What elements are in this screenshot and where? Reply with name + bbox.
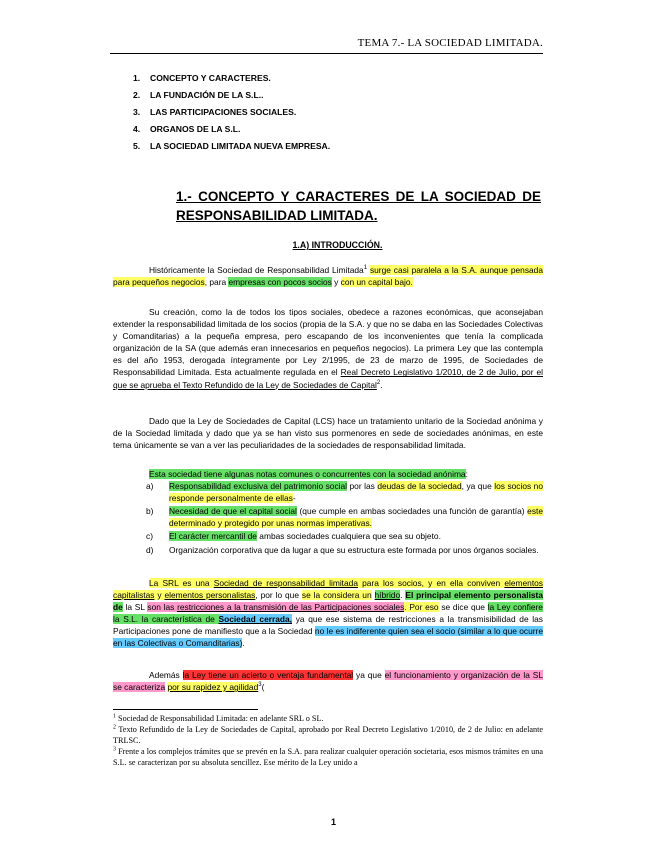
paragraph-4: [113, 468, 543, 557]
highlight-green: El principal elemento personalista de: [113, 590, 543, 613]
toc-item: [133, 70, 330, 87]
footnote-ref: 2: [376, 379, 381, 386]
text-run: se dice que: [438, 602, 488, 613]
list-bullet: a): [146, 481, 154, 492]
list-item: [113, 505, 543, 529]
list-item: [113, 544, 543, 556]
highlight-green: híbrido: [374, 590, 401, 601]
footnote-text: Texto Refundido de la Ley de Sociedades de Capital, aprobado por Real Decreto Legislativo 1/2010, de 2 de Julio: en adelante TRLSC.: [113, 725, 543, 745]
highlight-green: Responsabilidad exclusiva del patrimonio social: [169, 481, 348, 492]
highlight-yellow: deudas de la sociedad: [377, 481, 462, 492]
highlight-green: Necesidad de que el capital social: [169, 506, 297, 517]
text-run: y: [154, 590, 165, 601]
toc-item: [133, 121, 330, 138]
footnotes: [113, 713, 543, 768]
toc-label: LA FUNDACIÓN DE LA S.L..: [150, 90, 264, 100]
subsection-title: 1.A) INTRODUCCIÓN.: [292, 240, 383, 250]
highlight-yellow: . Por eso: [404, 602, 439, 613]
toc-item: [133, 138, 330, 155]
underlined-text: elementos capitalistas: [113, 578, 543, 601]
highlight-blue: Sociedad cerrada,: [218, 614, 293, 625]
text-run: .: [242, 638, 245, 649]
list-text: [169, 505, 543, 529]
text-run: (que cumple en ambas sociedades una función de garantía): [296, 506, 528, 517]
text-run: .: [400, 590, 406, 601]
footnote-number: 3: [113, 746, 116, 753]
list-bullet: d): [146, 544, 154, 555]
footnote-number: 2: [113, 724, 116, 731]
text-run: y: [334, 277, 339, 288]
list-text: [169, 480, 543, 504]
text-run: para los socios, y en ella conviven: [357, 578, 505, 588]
highlight-pink: restricciones a la transmisión de las Participaciones sociales: [177, 602, 405, 613]
paragraph-1: [113, 264, 543, 288]
paragraph-3: Dado que la Ley de Sociedades de Capital (LCS) hace un tratamiento unitario de la Sociedad anónima y de la Sociedad limitada y dado que ya se han visto sus pormenores en sede de sociedades anónimas, en este tema únicamente se van a ver las peculiaridades de la sociedades de responsabilidad limitada.: [113, 416, 543, 451]
text-run: Su creación, como la de todos los tipos sociales, obedece a razones económicas, que aconsejaban extender la responsabilidad limitada de los socios (propia de la S.A. y que no se daba en las Sociedades Colectivas y Comanditarias) a la pequeña empresa, pero escapando de los inconvenientes que tenía la complicada organización de la SA (que además eran innecesarios en pequeños negocios). La primera Ley que las contempla es del año 1953, derogada íntegramente por Ley 2/1995, de 23 de marzo de 1995, de Sociedades de Responsabilidad Limitada. Esta actualmente regulada en el: [113, 307, 543, 378]
text-run: por las: [347, 481, 378, 492]
text-run: :: [465, 469, 468, 479]
footnote-text: Sociedad de Responsabilidad Limitada: en adelante SRL o SL.: [116, 714, 324, 723]
text-run: la SL: [122, 602, 148, 613]
footnote-ref: 1: [363, 265, 368, 272]
footnote-text: Frente a los complejos trámites que se prevén en la S.A. para realizar cualquier operación societaria, esos mismos trámites en una S.L. se caracterizan por su absoluta sencillez. Ese mérito de la Ley unido a: [113, 747, 543, 767]
header-rule: [110, 53, 543, 54]
paragraph-5: [113, 577, 543, 650]
highlight-yellow: con un capital bajo.: [340, 277, 413, 288]
paragraph-2: [113, 306, 543, 391]
list-bullet: b): [146, 506, 154, 517]
highlight-green: El carácter mercantil de: [169, 531, 257, 542]
underlined-text: elementos personalistas: [164, 590, 256, 601]
text-run: ambas sociedades cualquiera que sea su objeto.: [256, 531, 441, 542]
toc-item: [133, 104, 330, 121]
highlight-pink: el funcionamiento y organización de la SL se caracteriza: [113, 670, 543, 693]
text-run: La SRL es una: [149, 578, 214, 588]
paragraph-6: [113, 669, 543, 693]
list-text: [169, 530, 543, 542]
highlight-yellow: surge casi paralela a la S.A. aunque pensada para pequeños negocios: [113, 265, 543, 288]
highlight-yellow: por su rapidez y agilidad: [167, 682, 259, 693]
page-number: 1: [330, 817, 336, 827]
table-of-contents: [133, 70, 330, 155]
footnote: [113, 746, 543, 768]
toc-number: 4.: [133, 124, 141, 134]
highlight-red: la Ley tiene un acierto o ventaja fundamental: [182, 670, 354, 680]
list-bullet: c): [146, 531, 153, 542]
list-text: Organización corporativa que da lugar a que su estructura este formada por unos órganos sociales.: [169, 544, 539, 555]
toc-item: [133, 87, 330, 104]
highlight-pink: son las: [147, 602, 178, 613]
list-item: [113, 530, 543, 542]
text-run: Además: [149, 670, 183, 680]
toc-label: CONCEPTO Y CARACTERES.: [150, 73, 271, 83]
underlined-text: Real Decreto Legislativo 1/2010, de 2 de Julio, por el que se aprueba el Texto Refundido de la Ley de Sociedades de Capital: [113, 367, 543, 390]
footnote-rule: [113, 709, 258, 710]
section-title: 1.- CONCEPTO Y CARACTERES DE LA SOCIEDAD DE RESPONSABILIDAD LIMITADA.: [176, 189, 541, 223]
text-run: -: [292, 493, 296, 504]
highlight-yellow: este determinado y protegido por unas normas imperativas.: [169, 506, 543, 529]
footnote-ref: 3: [258, 682, 262, 689]
toc-number: 5.: [133, 141, 141, 151]
toc-label: LAS PARTICIPACIONES SOCIALES.: [150, 107, 297, 117]
footnote: [113, 724, 543, 746]
list-intro: [113, 468, 543, 480]
text-run: , ya que: [461, 481, 495, 492]
text-run: Históricamente la Sociedad de Responsabilidad Limitada: [149, 265, 364, 275]
highlight-yellow: los socios no responde personalmente de ellas: [169, 481, 543, 504]
text-run: , para: [204, 277, 227, 288]
highlight-green: la Ley confiere la S.L. la característica de: [113, 602, 543, 625]
highlight-blue: no le es indiferente quien sea el socio (similar a lo que ocurre en las Colectivas o Comanditarias): [113, 626, 543, 649]
page-header: TEMA 7.- LA SOCIEDAD LIMITADA.: [357, 37, 543, 49]
list-item: [113, 480, 543, 504]
toc-label: ORGANOS DE LA S.L.: [150, 124, 241, 134]
underlined-text: Sociedad de responsabilidad limitada: [213, 578, 358, 588]
text-run: .: [380, 379, 383, 390]
toc-label: LA SOCIEDAD LIMITADA NUEVA EMPRESA.: [150, 141, 331, 151]
toc-number: 3.: [133, 107, 141, 117]
highlight-yellow: se la considera un: [301, 590, 372, 601]
text-run: , por lo que: [255, 590, 302, 601]
text-run: (: [261, 682, 265, 693]
toc-number: 2.: [133, 90, 141, 100]
text-run: ya que: [353, 670, 385, 680]
highlight-green: Esta sociedad tiene algunas notas comunes o concurrentes con la sociedad anónima: [149, 469, 466, 479]
footnote-number: 1: [113, 713, 116, 720]
highlight-green: empresas con pocos socios: [228, 277, 332, 288]
text-run: ya que ese sistema de restricciones a la transmisibilidad de las Participaciones pone de manifiesto que a la Sociedad: [113, 614, 543, 637]
toc-number: 1.: [133, 73, 141, 83]
footnote: [113, 713, 543, 724]
characteristics-list: [113, 480, 543, 556]
